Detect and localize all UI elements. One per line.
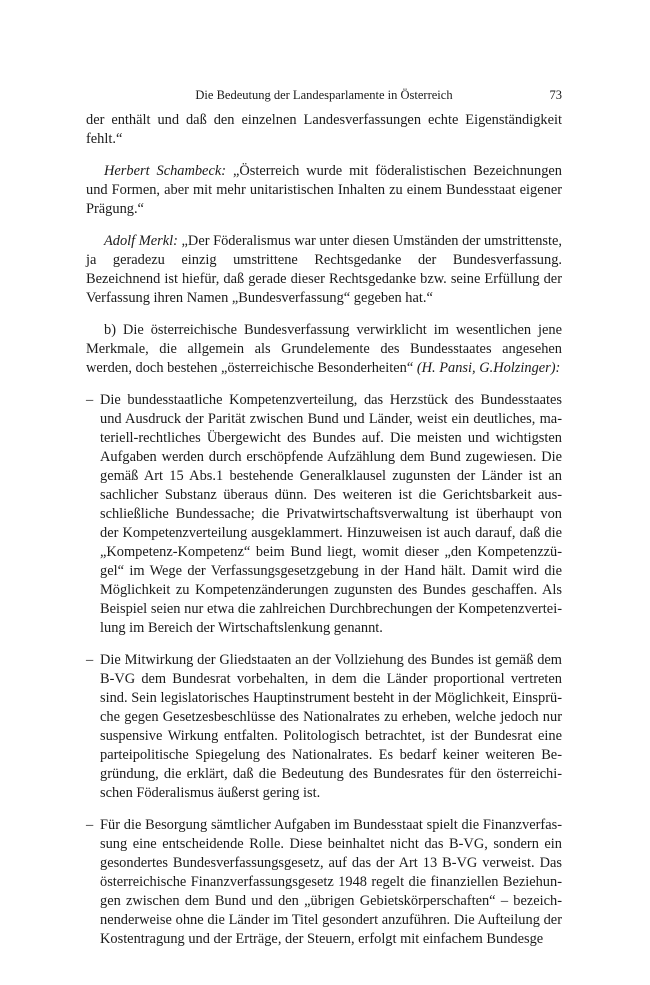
running-header xyxy=(86,88,562,110)
list-item-text: Die bundesstaatliche Kompetenzverteilung, das Herzstück des Bundesstaates und Ausdruck der Parität zwischen Bund und Länder, weist ein deutliches, materiell-rechtliches Übergewicht des Bundes auf. Die meisten und wichtigsten Aufgaben werden durch erschöpfende Aufzählung dem Bund zugewiesen. Die gemäß Art 15 Abs.1 bestehende Generalklausel zugunsten der Länder ist an sachlicher Substanz überaus dünn. Des weiteren ist die Gerichtsbarkeit ausschließliche Bundessache; die Privatwirtschaftsverwaltung ist überhaupt von der Kompetenzverteilung ausgeklammert. Hinzuweisen ist auch darauf, daß die „Kompetenz-Kompetenz“ beim Bund liegt, womit dieser „den Kompetenzzügel“ im Wege der Verfassungsgesetzgebung in der Hand hält. Damit wird die Möglichkeit zu Kompetenzänderungen zugunsten des Bundes geschaffen. Als Beispiel seien nur etwa die zahlreichen Durchbrechungen der Kompetenzverteilung im Bereich der Wirtschaftslenkung genannt. xyxy=(100,392,562,636)
list-item xyxy=(86,816,562,949)
citation: (H. Pansi, G.Holzinger): xyxy=(416,360,561,376)
dash-bullet: – xyxy=(86,817,94,833)
quote-text: „Der Föderalismus war unter diesen Umständen der umstrittenste, ja geradezu einzig umstrittene Rechtsgedanke der Bundesverfassung. Bezeichnend ist hiefür, daß gerade dieser Rechtsgedanke bzw. seine Erfüllung der Verfassung ihren Namen „Bundesverfassung“ gegeben hat.“ xyxy=(86,233,562,306)
quote-merkl xyxy=(86,232,562,308)
quote-schambeck xyxy=(86,162,562,219)
list-item-text: Für die Besorgung sämtlicher Aufgaben im Bundesstaat spielt die Finanzverfassung eine entscheidende Rolle. Diese beinhaltet nicht das B-VG, sondern ein gesondertes Bundesverfassungsgesetz, auf das der Art 13 B-VG verweist. Das österreichische Finanzverfassungsgesetz 1948 regelt die finanziellen Beziehungen zwischen dem Bund und den „übrigen Gebietskörperschaften“ – bezeichnenderweise ohne die Länder im Titel gesondert anzuführen. Die Aufteilung der Kostentragung und der Erträge, der Steuern, erfolgt mit einfachem Bundesge xyxy=(100,817,562,947)
dash-list xyxy=(86,391,562,949)
dash-bullet: – xyxy=(86,652,94,668)
document-page xyxy=(86,88,562,949)
quote-text: „Österreich wurde mit föderalistischen Bezeichnungen und Formen, aber mit mehr unitaristischen Inhalten zu einem Bundesstaat eigener Prägung.“ xyxy=(86,163,562,217)
page-number: 73 xyxy=(549,88,562,102)
author-name: Adolf Merkl: xyxy=(104,233,178,249)
paragraph-continuation: der enthält und daß den einzelnen Landesverfassungen echte Eigenständigkeit fehlt.“ xyxy=(86,112,562,147)
paragraph-text: b) Die österreichische Bundesverfassung verwirklicht im wesentlichen jene Merkmale, die allgemein als Grundelemente des Bundesstaates angesehen werden, doch bestehen „österreichische Besonderheiten“ xyxy=(86,322,562,376)
list-item xyxy=(86,391,562,638)
paragraph-b xyxy=(86,321,562,378)
author-name: Herbert Schambeck: xyxy=(104,163,227,179)
running-title: Die Bedeutung der Landesparlamente in Österreich xyxy=(195,88,453,102)
list-item xyxy=(86,651,562,803)
dash-bullet: – xyxy=(86,392,94,408)
body-text xyxy=(86,111,562,949)
list-item-text: Die Mitwirkung der Gliedstaaten an der Vollziehung des Bundes ist gemäß dem B-VG dem Bundesrat vorbehalten, in dem die Länder proportional vertreten sind. Sein legislatorisches Hauptinstrument besteht in der Möglichkeit, Einsprüche gegen Gesetzesbeschlüsse des Nationalrates zu erheben, welche jedoch nur suspensive Wirkung entfalten. Politologisch betrachtet, ist der Bundesrat eine parteipolitische Spiegelung des Nationalrates. Es bedarf keiner weiteren Begründung, die erklärt, daß die Bedeutung des Bundesrates für den österreichischen Föderalismus äußerst gering ist. xyxy=(100,652,562,801)
